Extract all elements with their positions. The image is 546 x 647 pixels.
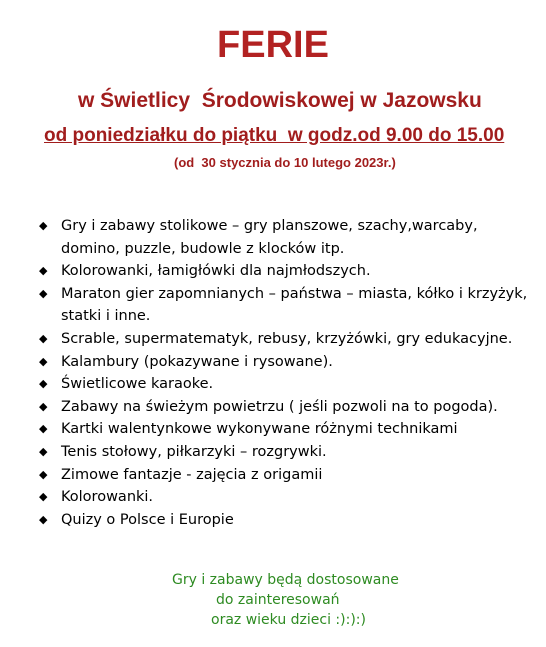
list-item xyxy=(38,486,538,509)
list-item-text: Świetlicowe karaoke. xyxy=(61,376,214,393)
venue-subtitle: w Świetlicy Środowiskowej w Jazowsku xyxy=(78,89,482,112)
diamond-bullet-icon: ◆ xyxy=(39,490,48,504)
list-item xyxy=(38,441,538,464)
diamond-bullet-icon: ◆ xyxy=(39,219,48,232)
diamond-bullet-icon: ◆ xyxy=(39,331,48,345)
list-item-text: Tenis stołowy, piłkarzyki – rozgrywki. xyxy=(61,443,327,460)
list-item-text: Kartki walentynkowe wykonywane różnymi technikami xyxy=(61,421,458,438)
diamond-bullet-icon: ◆ xyxy=(39,286,48,300)
list-item xyxy=(38,283,538,328)
list-item-text: Kolorowanki. xyxy=(61,489,154,506)
list-item xyxy=(38,418,538,441)
list-item-text: Quizy o Polsce i Europie xyxy=(61,511,234,528)
list-item xyxy=(38,260,538,283)
list-item xyxy=(38,509,538,532)
poster-title: FERIE xyxy=(217,24,329,66)
list-item-text: Zimowe fantazje - zajęcia z origamii xyxy=(61,466,323,483)
closing-note xyxy=(0,570,546,630)
diamond-bullet-icon: ◆ xyxy=(39,264,48,278)
list-item xyxy=(38,328,538,351)
list-item xyxy=(38,396,538,419)
list-item xyxy=(38,215,538,260)
list-item-text: Gry i zabawy stolikowe – gry planszowe, szachy,warcaby, xyxy=(61,218,478,234)
opening-hours: od poniedziałku do piątku w godz.od 9.00 do 15.00 xyxy=(44,125,505,146)
diamond-bullet-icon: ◆ xyxy=(39,444,48,458)
list-item-text: Maraton gier zapomnianych – państwa – miasta, kółko i krzyżyk, xyxy=(61,285,528,302)
list-item-text: Scrable, supermatematyk, rebusy, krzyżówki, gry edukacyjne. xyxy=(61,330,513,347)
diamond-bullet-icon: ◆ xyxy=(39,422,48,436)
list-item-text-continued: domino, puzzle, budowle z klocków itp. xyxy=(61,240,345,257)
list-item xyxy=(38,464,538,487)
diamond-bullet-icon: ◆ xyxy=(39,399,48,413)
list-item-text: Zabawy na świeżym powietrzu ( jeśli pozwoli na to pogoda). xyxy=(61,398,498,415)
list-item-text: Kalambury (pokazywane i rysowane). xyxy=(61,353,333,370)
closing-note-line: oraz wieku dzieci :):):) xyxy=(211,612,366,628)
list-item xyxy=(38,373,538,396)
list-item-text: Kolorowanki, łamigłówki dla najmłodszych. xyxy=(61,263,371,280)
closing-note-line: do zainteresowań xyxy=(216,592,340,608)
diamond-bullet-icon: ◆ xyxy=(39,354,48,368)
date-range: (od 30 stycznia do 10 lutego 2023r.) xyxy=(174,155,396,170)
list-item-text-continued: statki i inne. xyxy=(61,308,151,325)
diamond-bullet-icon: ◆ xyxy=(39,467,48,481)
closing-note-line: Gry i zabawy będą dostosowane xyxy=(172,572,399,588)
diamond-bullet-icon: ◆ xyxy=(39,377,48,391)
list-item xyxy=(38,351,538,374)
activities-list xyxy=(38,215,538,531)
diamond-bullet-icon: ◆ xyxy=(39,512,48,526)
